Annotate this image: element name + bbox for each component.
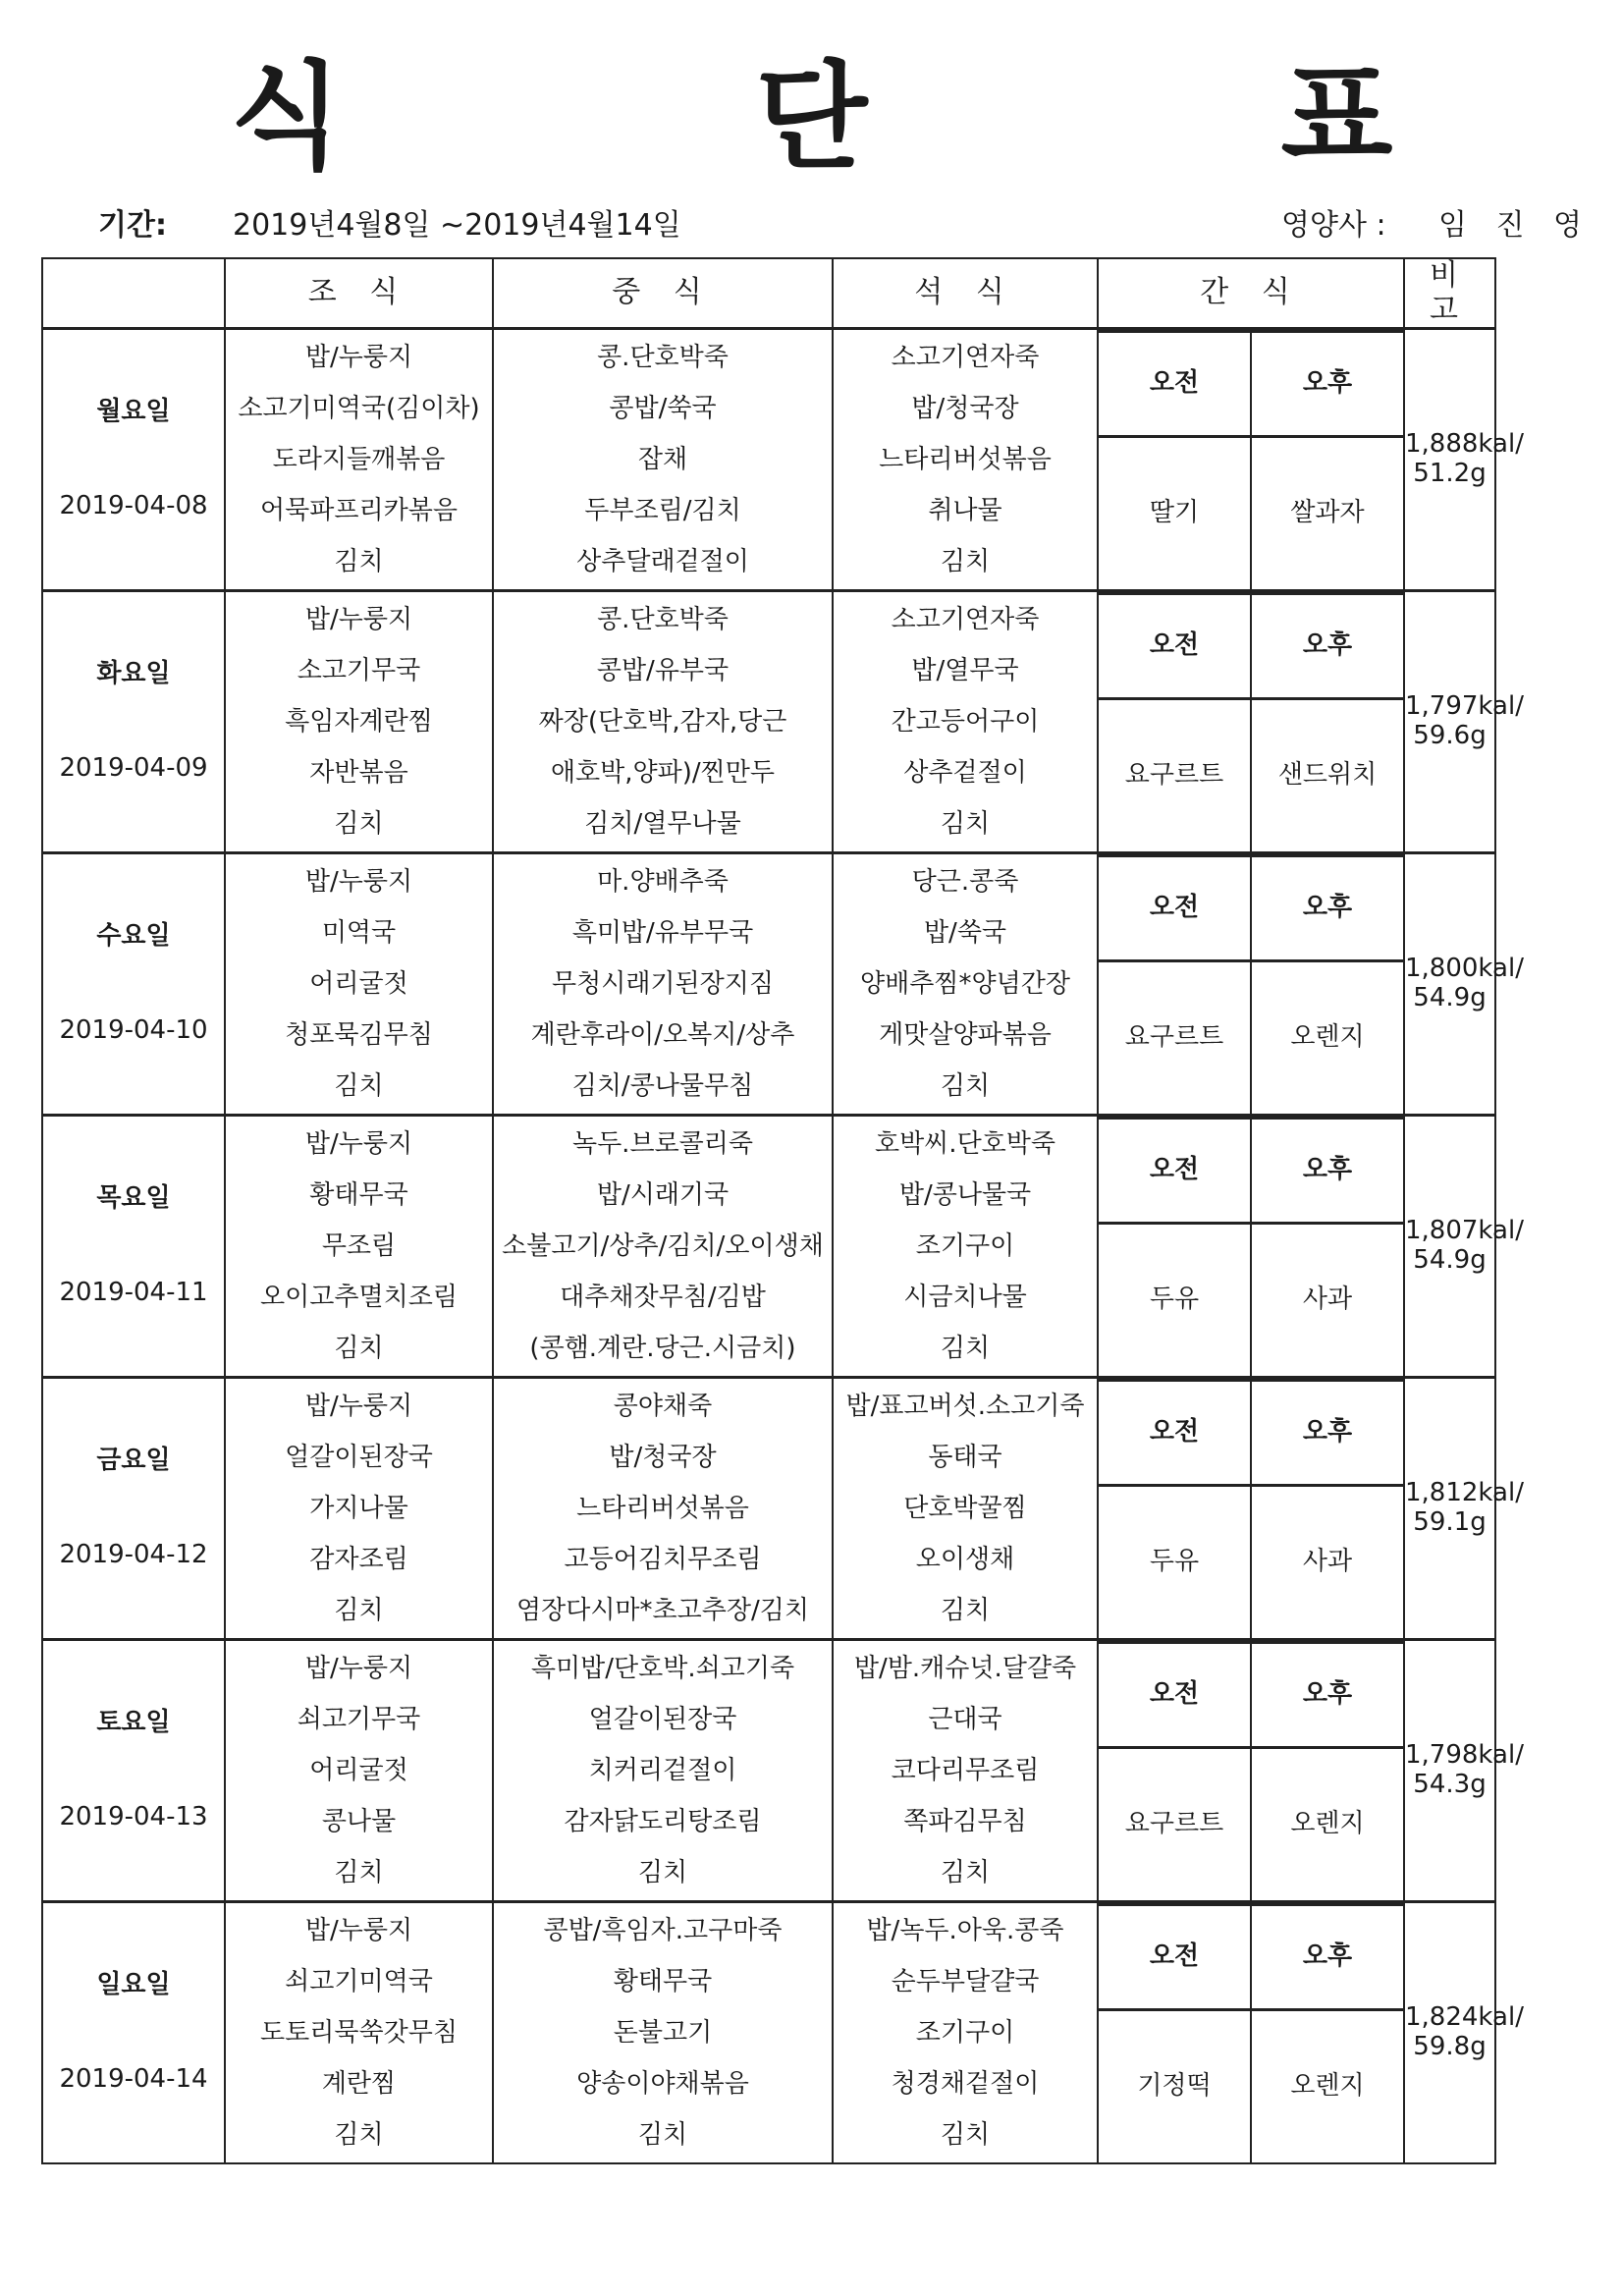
breakfast-cell: [225, 853, 493, 1116]
breakfast-item: 어묵파프리카볶음: [260, 496, 458, 525]
dietitian-label: 영양사 :: [1281, 208, 1386, 243]
calorie-note: 1,888kal/ 51.2g: [1404, 329, 1495, 591]
dinner-cell: [833, 1116, 1098, 1378]
dinner-item: 동태국: [928, 1443, 1002, 1472]
dinner-item: 당근.콩죽: [911, 867, 1019, 897]
snack-cell: [1098, 1378, 1404, 1640]
header-dinner: 석 식: [833, 258, 1098, 329]
breakfast-item: 어리굴젓: [309, 1756, 408, 1785]
dinner-item: 밥/청국장: [911, 394, 1019, 423]
snack-table: [1099, 1379, 1403, 1638]
day-date: 2019-04-12: [59, 1540, 208, 1569]
lunch-item: 고등어김치무조림: [564, 1545, 762, 1574]
dinner-item: 상추겉절이: [903, 758, 1027, 788]
lunch-cell: [493, 1378, 833, 1640]
dinner-item: 김치: [940, 1334, 991, 1363]
lunch-item: 짜장(단호박,감자,당근: [538, 707, 787, 737]
snack-pm-label: 오후: [1251, 594, 1403, 699]
day-row: [42, 1116, 1495, 1378]
lunch-item: 김치/콩나물무침: [571, 1071, 754, 1101]
day-cell: [42, 329, 225, 591]
lunch-cell: [493, 1116, 833, 1378]
day-date: 2019-04-14: [59, 2064, 208, 2094]
lunch-item: 김치: [637, 2120, 688, 2150]
dinner-item: 간고등어구이: [891, 707, 1040, 737]
lunch-item: 콩.단호박죽: [597, 343, 729, 372]
lunch-item: 느타리버섯볶음: [576, 1494, 749, 1523]
snack-pm-item: 샌드위치: [1251, 699, 1403, 852]
snack-pm-label: 오후: [1251, 1905, 1403, 2010]
dinner-item: 게맛살양파볶음: [879, 1020, 1052, 1050]
dinner-cell: [833, 1640, 1098, 1902]
breakfast-item: 쇠고기무국: [297, 1705, 421, 1734]
dietitian-name: 임 진 영: [1438, 208, 1593, 243]
breakfast-cell: [225, 1902, 493, 2164]
lunch-item: 염장다시마*초고추장/김치: [515, 1596, 810, 1625]
day-date: 2019-04-11: [59, 1278, 208, 1307]
lunch-item: 콩밥/쑥국: [609, 394, 717, 423]
breakfast-item: 김치: [334, 1596, 384, 1625]
snack-am-label: 오전: [1099, 1643, 1251, 1748]
dinner-item: 단호박꿀찜: [903, 1494, 1027, 1523]
day-row: [42, 853, 1495, 1116]
day-row: [42, 329, 1495, 591]
lunch-item: 녹두.브로콜리죽: [571, 1129, 754, 1159]
lunch-item: (콩햄.계란.당근.시금치): [529, 1334, 796, 1363]
breakfast-item: 쇠고기미역국: [285, 1967, 433, 1996]
breakfast-item: 밥/누룽지: [304, 1916, 413, 1945]
lunch-cell: [493, 853, 833, 1116]
breakfast-item: 오이고추멸치조림: [260, 1283, 458, 1312]
lunch-item: 콩밥/흑임자.고구마죽: [543, 1916, 783, 1945]
dinner-item: 취나물: [928, 496, 1002, 525]
dinner-item: 밥/쑥국: [923, 918, 1007, 948]
breakfast-item: 감자조림: [309, 1545, 408, 1574]
lunch-item: 돈불고기: [613, 2018, 713, 2048]
breakfast-item: 청포묵김무침: [285, 1020, 433, 1050]
lunch-item: 치커리겉절이: [588, 1756, 737, 1785]
dinner-item: 김치: [940, 1596, 991, 1625]
snack-am-label: 오전: [1099, 1905, 1251, 2010]
header-breakfast: 조 식: [225, 258, 493, 329]
page-title: 식 단 표: [230, 49, 1580, 185]
meal-plan-table: [41, 257, 1524, 2164]
dinner-item: 느타리버섯볶음: [879, 445, 1052, 474]
breakfast-item: 미역국: [321, 918, 397, 948]
day-name: 토요일: [96, 1708, 171, 1738]
snack-pm-item: 쌀과자: [1251, 437, 1403, 590]
breakfast-item: 밥/누룽지: [304, 1129, 413, 1159]
day-date: 2019-04-13: [59, 1802, 208, 1831]
snack-pm-label: 오후: [1251, 1643, 1403, 1748]
period-value: 2019년4월8일 ~2019년4월14일: [233, 208, 681, 243]
dinner-item: 코다리무조림: [891, 1756, 1040, 1785]
lunch-cell: [493, 1640, 833, 1902]
day-cell: [42, 853, 225, 1116]
breakfast-item: 콩나물: [321, 1807, 397, 1836]
snack-am-label: 오전: [1099, 332, 1251, 437]
lunch-item: 밥/시래기국: [596, 1180, 730, 1210]
dinner-item: 김치: [940, 1858, 991, 1887]
breakfast-item: 김치: [334, 1858, 384, 1887]
lunch-item: 흑미밥/단호박.쇠고기죽: [530, 1654, 795, 1683]
breakfast-item: 무조림: [321, 1231, 397, 1261]
day-cell: [42, 1116, 225, 1378]
day-name: 수요일: [96, 921, 171, 952]
snack-am-item: 요구르트: [1099, 1748, 1251, 1901]
lunch-item: 대추채잣무침/김밥: [560, 1283, 766, 1312]
day-date: 2019-04-08: [59, 491, 208, 520]
day-date: 2019-04-10: [59, 1015, 208, 1045]
calorie-note: 1,800kal/ 54.9g: [1404, 853, 1495, 1116]
breakfast-item: 계란찜: [321, 2069, 397, 2099]
breakfast-item: 얼갈이된장국: [285, 1443, 433, 1472]
snack-am-item: 기정떡: [1099, 2010, 1251, 2163]
snack-table: [1099, 1641, 1403, 1900]
breakfast-item: 밥/누룽지: [304, 343, 413, 372]
snack-table: [1099, 330, 1403, 589]
lunch-item: 애호박,양파)/찐만두: [550, 758, 776, 788]
calorie-note: 1,812kal/ 59.1g: [1404, 1378, 1495, 1640]
snack-cell: [1098, 1116, 1404, 1378]
dinner-cell: [833, 853, 1098, 1116]
dinner-cell: [833, 591, 1098, 853]
lunch-item: 얼갈이된장국: [588, 1705, 737, 1734]
dinner-item: 밥/녹두.아욱.콩죽: [866, 1916, 1064, 1945]
day-cell: [42, 1640, 225, 1902]
dinner-item: 순두부달걀국: [891, 1967, 1040, 1996]
breakfast-item: 도토리묵쑥갓무침: [260, 2018, 458, 2048]
header-note: 비 고: [1404, 258, 1495, 329]
snack-cell: [1098, 591, 1404, 853]
lunch-cell: [493, 591, 833, 853]
lunch-item: 콩.단호박죽: [597, 605, 729, 634]
snack-cell: [1098, 1902, 1404, 2164]
dinner-item: 양배추찜*양념간장: [860, 969, 1070, 999]
dinner-item: 조기구이: [915, 2018, 1015, 2048]
dinner-item: 김치: [940, 2120, 991, 2150]
snack-am-label: 오전: [1099, 1119, 1251, 1224]
header-snack: 간 식: [1098, 258, 1404, 329]
day-name: 금요일: [96, 1446, 171, 1476]
snack-pm-label: 오후: [1251, 1119, 1403, 1224]
lunch-cell: [493, 329, 833, 591]
lunch-item: 김치/열무나물: [584, 809, 741, 839]
snack-cell: [1098, 1640, 1404, 1902]
day-name: 화요일: [96, 659, 171, 689]
lunch-item: 마.양배추죽: [597, 867, 729, 897]
dinner-item: 쪽파김무침: [903, 1807, 1027, 1836]
dinner-item: 소고기연자죽: [891, 605, 1040, 634]
snack-table: [1099, 592, 1403, 851]
lunch-item: 양송이야채볶음: [576, 2069, 749, 2099]
day-cell: [42, 591, 225, 853]
day-cell: [42, 1902, 225, 2164]
dinner-item: 김치: [940, 1071, 991, 1101]
period-label: 기간:: [98, 208, 167, 243]
day-name: 월요일: [96, 397, 171, 427]
breakfast-item: 소고기무국: [297, 656, 421, 685]
day-row: [42, 1902, 1495, 2164]
meal-plan-body: [42, 329, 1524, 2164]
lunch-item: 콩밥/유부국: [596, 656, 730, 685]
dinner-item: 밥/밤.캐슈넛.달걀죽: [853, 1654, 1077, 1683]
lunch-item: 소불고기/상추/김치/오이생채: [502, 1231, 824, 1261]
header-row: [42, 258, 1495, 329]
breakfast-cell: [225, 1640, 493, 1902]
dinner-cell: [833, 329, 1098, 591]
breakfast-item: 밥/누룽지: [304, 605, 413, 634]
lunch-item: 잡채: [637, 445, 688, 474]
snack-table: [1099, 854, 1403, 1114]
snack-pm-item: 사과: [1251, 1486, 1403, 1639]
day-cell: [42, 1378, 225, 1640]
snack-pm-label: 오후: [1251, 856, 1403, 961]
snack-pm-item: 오렌지: [1251, 1748, 1403, 1901]
snack-am-item: 두유: [1099, 1486, 1251, 1639]
breakfast-item: 흑임자계란찜: [285, 707, 433, 737]
snack-pm-item: 오렌지: [1251, 961, 1403, 1115]
snack-pm-item: 오렌지: [1251, 2010, 1403, 2163]
breakfast-cell: [225, 329, 493, 591]
breakfast-item: 소고기미역국(김이차): [238, 394, 480, 423]
lunch-cell: [493, 1902, 833, 2164]
day-row: [42, 1640, 1495, 1902]
snack-cell: [1098, 853, 1404, 1116]
lunch-item: 두부조림/김치: [584, 496, 741, 525]
snack-pm-label: 오후: [1251, 1381, 1403, 1486]
dinner-item: 조기구이: [915, 1231, 1015, 1261]
dinner-item: 소고기연자죽: [891, 343, 1040, 372]
lunch-item: 흑미밥/유부무국: [571, 918, 754, 948]
breakfast-item: 어리굴젓: [309, 969, 408, 999]
lunch-item: 무청시래기된장지짐: [551, 969, 775, 999]
day-name: 일요일: [96, 1970, 171, 2000]
lunch-item: 계란후라이/오복지/상추: [530, 1020, 795, 1050]
snack-pm-label: 오후: [1251, 332, 1403, 437]
snack-table: [1099, 1903, 1403, 2162]
day-row: [42, 1378, 1495, 1640]
dinner-item: 오이생채: [915, 1545, 1015, 1574]
lunch-item: 김치: [637, 1858, 688, 1887]
breakfast-cell: [225, 591, 493, 853]
breakfast-item: 자반볶음: [309, 758, 408, 788]
snack-am-item: 요구르트: [1099, 961, 1251, 1115]
breakfast-item: 밥/누룽지: [304, 867, 413, 897]
snack-am-item: 두유: [1099, 1224, 1251, 1377]
breakfast-cell: [225, 1116, 493, 1378]
header-lunch: 중 식: [493, 258, 833, 329]
lunch-item: 황태무국: [613, 1967, 713, 1996]
breakfast-item: 김치: [334, 1334, 384, 1363]
snack-pm-item: 사과: [1251, 1224, 1403, 1377]
snack-table: [1099, 1117, 1403, 1376]
dinner-item: 청경채겉절이: [891, 2069, 1040, 2099]
dinner-item: 호박씨.단호박죽: [874, 1129, 1056, 1159]
day-date: 2019-04-09: [59, 753, 208, 783]
dinner-item: 근대국: [928, 1705, 1002, 1734]
lunch-item: 콩야채죽: [613, 1392, 713, 1421]
dinner-item: 밥/콩나물국: [898, 1180, 1032, 1210]
breakfast-item: 김치: [334, 809, 384, 839]
breakfast-item: 황태무국: [309, 1180, 408, 1210]
calorie-note: 1,824kal/ 59.8g: [1404, 1902, 1495, 2164]
lunch-item: 밥/청국장: [609, 1443, 717, 1472]
calorie-note: 1,797kal/ 59.6g: [1404, 591, 1495, 853]
breakfast-item: 도라지들깨볶음: [272, 445, 446, 474]
day-name: 목요일: [96, 1183, 171, 1214]
breakfast-item: 김치: [334, 1071, 384, 1101]
breakfast-item: 김치: [334, 547, 384, 576]
breakfast-cell: [225, 1378, 493, 1640]
calorie-note: 1,798kal/ 54.3g: [1404, 1640, 1495, 1902]
snack-cell: [1098, 329, 1404, 591]
breakfast-item: 밥/누룽지: [304, 1654, 413, 1683]
lunch-item: 감자닭도리탕조림: [564, 1807, 762, 1836]
snack-am-label: 오전: [1099, 1381, 1251, 1486]
lunch-item: 상추달래겉절이: [576, 547, 749, 576]
breakfast-item: 김치: [334, 2120, 384, 2150]
dinner-cell: [833, 1378, 1098, 1640]
breakfast-item: 가지나물: [309, 1494, 408, 1523]
dinner-cell: [833, 1902, 1098, 2164]
snack-am-label: 오전: [1099, 594, 1251, 699]
day-row: [42, 591, 1495, 853]
breakfast-item: 밥/누룽지: [304, 1392, 413, 1421]
snack-am-item: 딸기: [1099, 437, 1251, 590]
dinner-item: 시금치나물: [903, 1283, 1027, 1312]
snack-am-label: 오전: [1099, 856, 1251, 961]
snack-am-item: 요구르트: [1099, 699, 1251, 852]
header-day: [42, 258, 225, 329]
dinner-item: 밥/표고버섯.소고기죽: [845, 1392, 1085, 1421]
dinner-item: 밥/열무국: [911, 656, 1019, 685]
dinner-item: 김치: [940, 809, 991, 839]
calorie-note: 1,807kal/ 54.9g: [1404, 1116, 1495, 1378]
dinner-item: 김치: [940, 547, 991, 576]
